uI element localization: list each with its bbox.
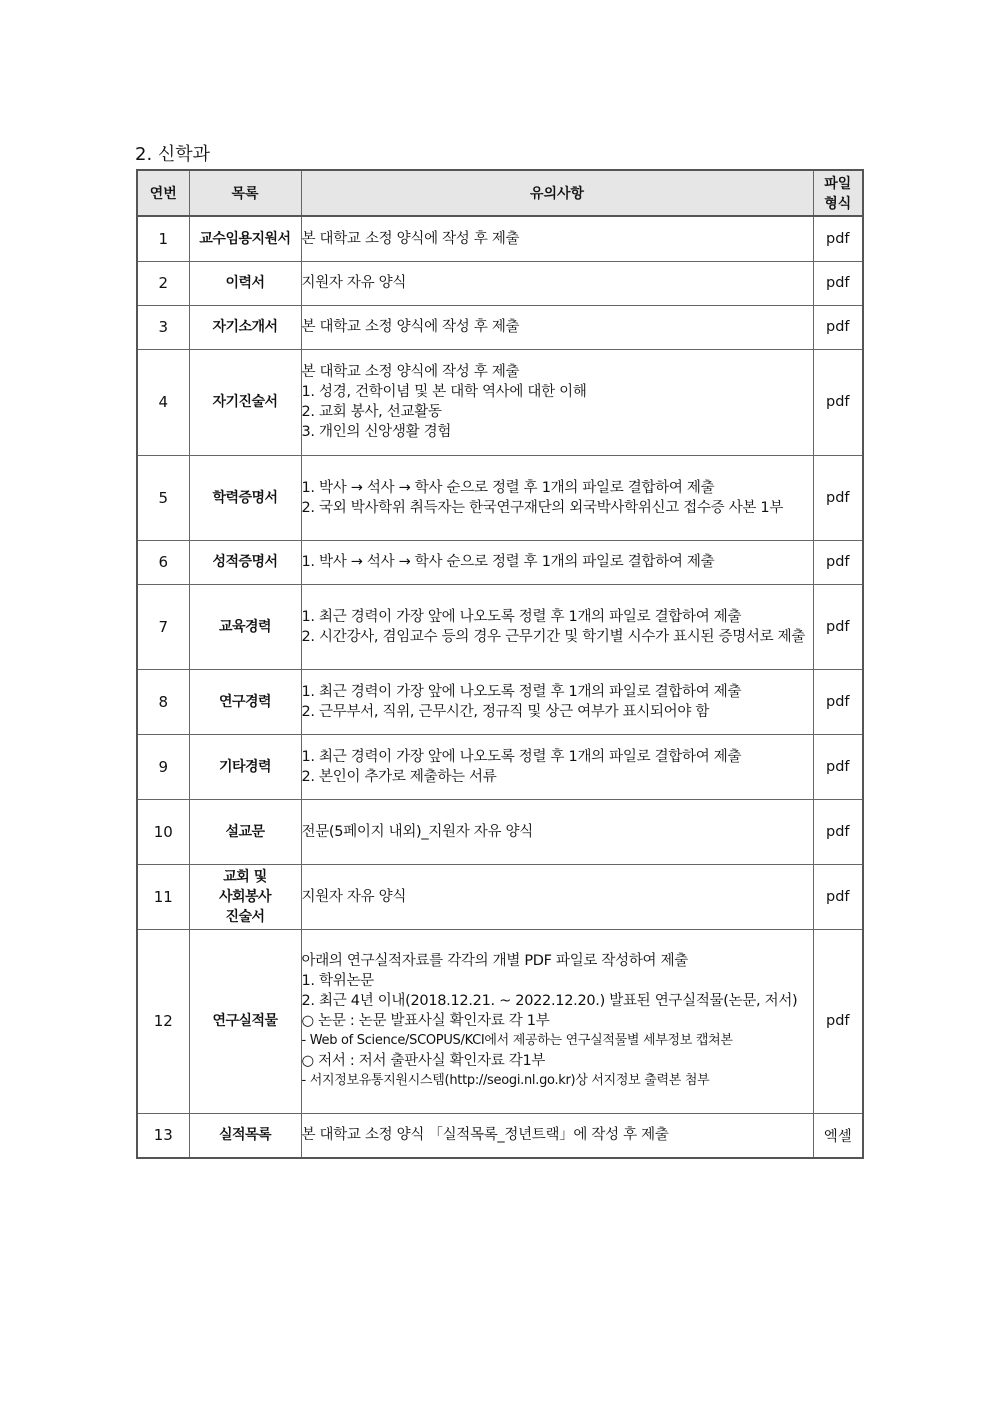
row-notes: [301, 1113, 813, 1158]
section-title: 2. 신학과: [135, 144, 211, 165]
table-row: [137, 669, 863, 734]
row-number: 3: [137, 305, 189, 349]
row-item: [189, 1113, 301, 1158]
note-line: 1. 박사 → 석사 → 학사 순으로 정렬 후 1개의 파일로 결합하여 제출: [301, 479, 715, 496]
row-number: 11: [137, 864, 189, 929]
table-row: [137, 929, 863, 1113]
note-line: 지원자 자유 양식: [301, 275, 407, 291]
note-line: ○ 저서 : 저서 출판사실 확인자료 각1부: [301, 1053, 546, 1069]
row-notes: [301, 929, 813, 1113]
row-item: [189, 799, 301, 864]
table-row: [137, 349, 863, 455]
note-line: 본 대학교 소정 양식에 작성 후 제출: [301, 364, 520, 380]
row-item: [189, 540, 301, 584]
header-item: 목록: [189, 170, 301, 216]
row-number: 8: [137, 669, 189, 734]
note-line: 본 대학교 소정 양식에 작성 후 제출: [301, 319, 520, 335]
row-notes: [301, 349, 813, 455]
row-notes: [301, 455, 813, 540]
header-format-line2: 형식: [824, 196, 852, 212]
row-number: 13: [137, 1113, 189, 1158]
submission-documents-table: [136, 169, 864, 1159]
row-file-format: pdf: [813, 584, 863, 669]
row-file-format: pdf: [813, 929, 863, 1113]
row-item: [189, 929, 301, 1113]
note-line: 본 대학교 소정 양식에 작성 후 제출: [301, 230, 520, 247]
item-line: 사회봉사: [218, 888, 272, 905]
note-line: 1. 박사 → 석사 → 학사 순으로 정렬 후 1개의 파일로 결합하여 제출: [301, 554, 715, 570]
header-no: 연번: [137, 170, 189, 216]
row-notes: [301, 540, 813, 584]
item-line: 자기소개서: [212, 319, 278, 335]
table-row: [137, 1113, 863, 1158]
row-file-format: pdf: [813, 799, 863, 864]
note-line: 2. 최근 4년 이내(2018.12.21. ~ 2022.12.20.) 발표된 연구실적물(논문, 저서): [301, 993, 798, 1009]
table-row: [137, 584, 863, 669]
note-line: 1. 성경, 건학이념 및 본 대학 역사에 대한 이해: [301, 384, 587, 400]
row-number: 10: [137, 799, 189, 864]
row-notes: [301, 584, 813, 669]
note-line: 3. 개인의 신앙생활 경험: [301, 424, 452, 440]
row-item: [189, 305, 301, 349]
note-line: - 서지정보유통지원시스템(http://seogi.nl.go.kr)상 서지정보 출력본 첨부: [301, 1073, 710, 1088]
item-line: 이력서: [225, 275, 265, 291]
row-notes: [301, 669, 813, 734]
row-number: 4: [137, 349, 189, 455]
note-line: 2. 국외 박사학위 취득자는 한국연구재단의 외국박사학위신고 접수증 사본 1부: [301, 499, 784, 516]
table-row: [137, 864, 863, 929]
note-line: 전문(5페이지 내외)_지원자 자유 양식: [301, 823, 533, 840]
table-row: [137, 455, 863, 540]
item-line: 진술서: [225, 908, 265, 925]
row-file-format: pdf: [813, 305, 863, 349]
row-item: [189, 261, 301, 305]
row-item: [189, 584, 301, 669]
row-file-format: pdf: [813, 864, 863, 929]
item-line: 교수임용지원서: [199, 230, 291, 247]
row-file-format: 엑셀: [813, 1113, 863, 1158]
row-number: 1: [137, 216, 189, 261]
header-notes: 유의사항: [301, 170, 813, 216]
table-row: [137, 540, 863, 584]
row-number: 7: [137, 584, 189, 669]
note-line: 본 대학교 소정 양식 「실적목록_정년트랙」에 작성 후 제출: [301, 1127, 669, 1144]
row-file-format: pdf: [813, 261, 863, 305]
note-line: 2. 근무부서, 직위, 근무시간, 정규직 및 상근 여부가 표시되어야 함: [301, 703, 710, 720]
row-file-format: pdf: [813, 349, 863, 455]
table-row: [137, 216, 863, 261]
item-line: 학력증명서: [212, 489, 278, 506]
item-line: 연구경력: [218, 693, 272, 710]
note-line: 2. 시간강사, 겸임교수 등의 경우 근무기간 및 학기별 시수가 표시된 증명서로 제출: [301, 628, 806, 645]
row-file-format: pdf: [813, 734, 863, 799]
row-notes: [301, 261, 813, 305]
row-file-format: pdf: [813, 540, 863, 584]
header-format-line1: 파일: [824, 176, 852, 192]
note-line: ○ 논문 : 논문 발표사실 확인자료 각 1부: [301, 1013, 550, 1029]
row-item: [189, 669, 301, 734]
item-line: 교회 및: [223, 868, 267, 885]
table-header-row: [137, 170, 863, 216]
note-line: 2. 본인이 추가로 제출하는 서류: [301, 768, 497, 785]
row-file-format: pdf: [813, 669, 863, 734]
row-notes: [301, 305, 813, 349]
row-notes: [301, 216, 813, 261]
table-row: [137, 799, 863, 864]
item-line: 연구실적물: [212, 1013, 278, 1029]
item-line: 성적증명서: [212, 554, 278, 570]
row-item: [189, 455, 301, 540]
item-line: 자기진술서: [212, 394, 278, 410]
row-item: [189, 734, 301, 799]
note-line: 1. 최근 경력이 가장 앞에 나오도록 정렬 후 1개의 파일로 결합하여 제출: [301, 683, 742, 700]
row-number: 6: [137, 540, 189, 584]
item-line: 기타경력: [218, 758, 272, 775]
row-notes: [301, 799, 813, 864]
note-line: 아래의 연구실적자료를 각각의 개별 PDF 파일로 작성하여 제출: [301, 953, 688, 969]
row-number: 9: [137, 734, 189, 799]
note-line: - Web of Science/SCOPUS/KCI에서 제공하는 연구실적물별 세부정보 캡쳐본: [301, 1033, 733, 1048]
row-item: [189, 349, 301, 455]
item-line: 실적목록: [218, 1127, 272, 1144]
row-file-format: pdf: [813, 216, 863, 261]
note-line: 지원자 자유 양식: [301, 888, 407, 905]
note-line: 1. 최근 경력이 가장 앞에 나오도록 정렬 후 1개의 파일로 결합하여 제출: [301, 608, 742, 625]
item-line: 설교문: [225, 823, 265, 840]
note-line: 1. 학위논문: [301, 973, 374, 989]
item-line: 교육경력: [218, 618, 272, 635]
row-number: 12: [137, 929, 189, 1113]
note-line: 1. 최근 경력이 가장 앞에 나오도록 정렬 후 1개의 파일로 결합하여 제출: [301, 748, 742, 765]
row-item: [189, 864, 301, 929]
row-notes: [301, 864, 813, 929]
row-number: 5: [137, 455, 189, 540]
row-item: [189, 216, 301, 261]
row-notes: [301, 734, 813, 799]
note-line: 2. 교회 봉사, 선교활동: [301, 404, 442, 420]
row-number: 2: [137, 261, 189, 305]
row-file-format: pdf: [813, 455, 863, 540]
table-row: [137, 305, 863, 349]
header-format: [813, 170, 863, 216]
table-row: [137, 261, 863, 305]
table-row: [137, 734, 863, 799]
